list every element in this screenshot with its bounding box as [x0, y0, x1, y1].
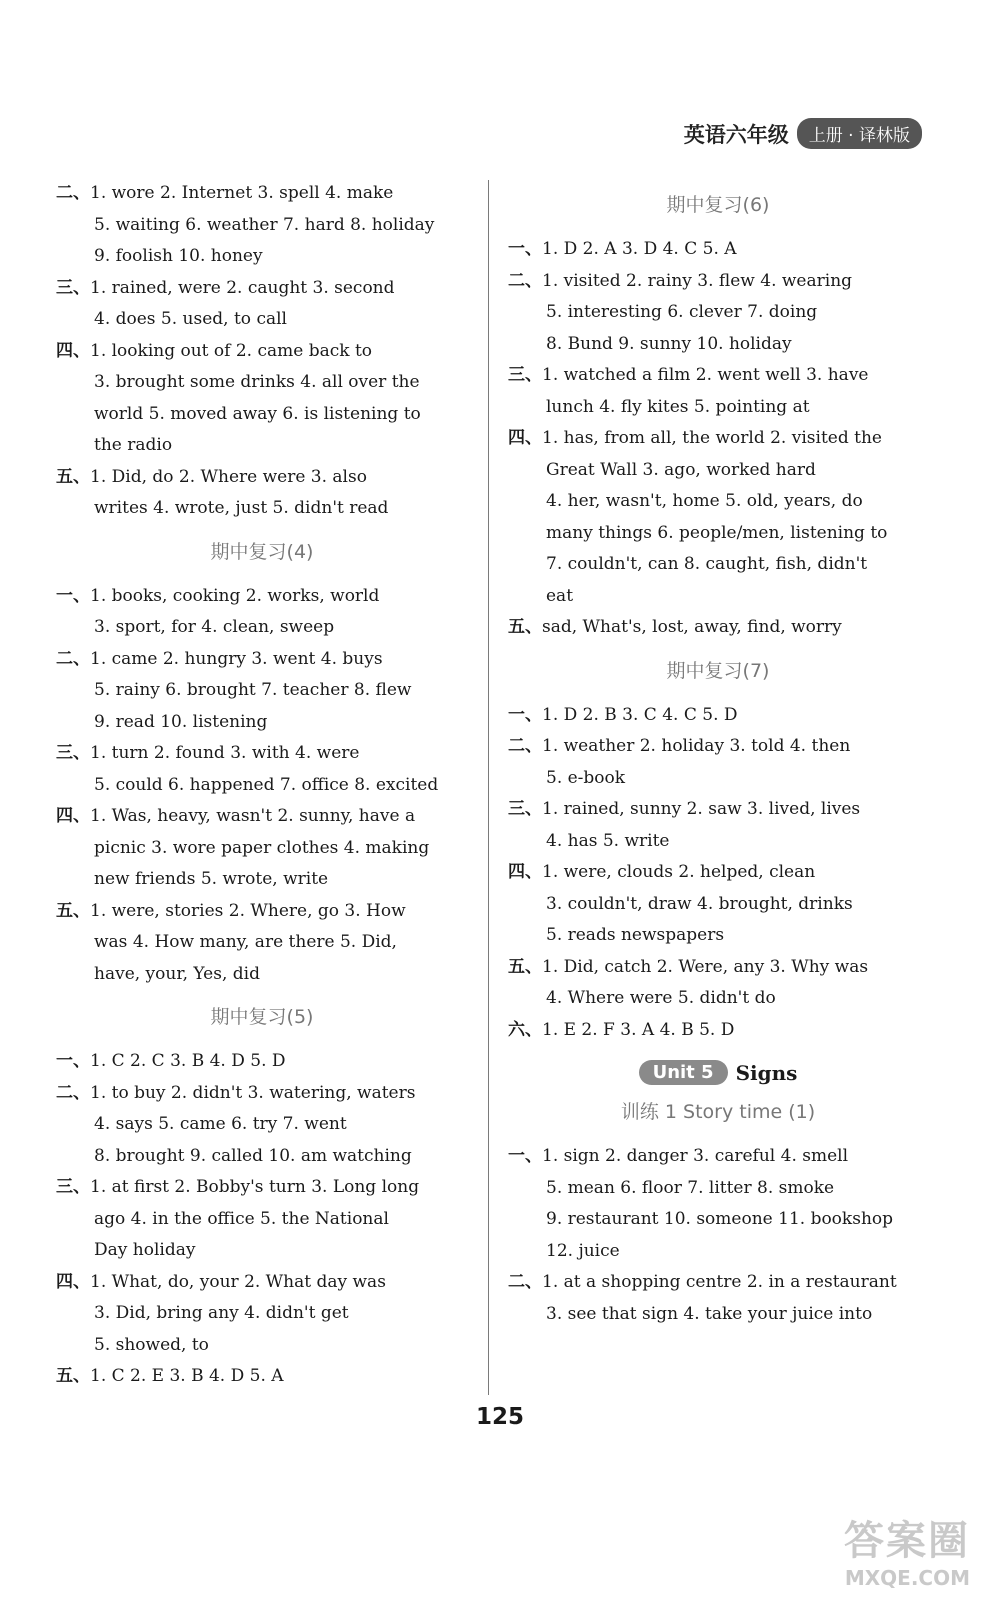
- question-group-label: 一、: [56, 585, 90, 606]
- answer-line: [56, 833, 468, 865]
- answer-text: 1. C 2. C 3. B 4. D 5. D: [90, 1051, 286, 1071]
- answer-text: 1. were, clouds 2. helped, clean: [542, 862, 816, 882]
- answer-text: 3. brought some drinks 4. all over the: [94, 372, 420, 392]
- question-group-label: 四、: [56, 340, 90, 361]
- answer-text: 1. watched a film 2. went well 3. have: [542, 365, 869, 385]
- question-group-label: 六、: [508, 1019, 542, 1040]
- answer-text: 1. has, from all, the world 2. visited the: [542, 428, 882, 448]
- answer-text: 1. D 2. A 3. D 4. C 5. A: [542, 239, 737, 259]
- answer-line: [56, 612, 468, 644]
- question-group-label: 一、: [508, 239, 542, 259]
- question-group-label: 二、: [56, 1082, 90, 1103]
- answer-text: 1. weather 2. holiday 3. told 4. then: [542, 736, 851, 756]
- answer-line: [508, 392, 928, 424]
- answer-text: 7. couldn't, can 8. caught, fish, didn't: [546, 554, 868, 574]
- answer-line: [56, 801, 468, 833]
- page-number: 125: [475, 1404, 524, 1430]
- answer-line: [508, 1015, 928, 1047]
- answer-text: 5. could 6. happened 7. office 8. excited: [94, 774, 439, 795]
- question-group-label: 四、: [56, 806, 90, 826]
- answer-line: [508, 794, 928, 826]
- unit-badge: Unit 5: [639, 1060, 728, 1085]
- answer-line: [56, 1267, 468, 1299]
- answer-text: 8. brought 9. called 10. am watching: [94, 1145, 412, 1166]
- question-group-label: 四、: [508, 428, 542, 448]
- answer-text: 3. couldn't, draw 4. brought, drinks: [546, 893, 853, 914]
- question-group-label: 三、: [508, 365, 542, 385]
- answer-line: [56, 399, 468, 431]
- answer-line: [508, 297, 928, 329]
- question-group-label: 五、: [56, 1366, 90, 1386]
- answer-text: 9. restaurant 10. someone 11. bookshop: [546, 1209, 894, 1229]
- answer-line: [56, 1361, 468, 1393]
- answer-text: 1. wore 2. Internet 3. spell 4. make: [90, 183, 394, 203]
- section-title: 期中复习(6): [666, 194, 770, 216]
- answer-line: [56, 1330, 468, 1362]
- question-group-label: 二、: [508, 1272, 542, 1292]
- answer-text: 1. turn 2. found 3. with 4. were: [90, 743, 360, 763]
- answer-line: [508, 234, 928, 266]
- answer-line: [508, 581, 928, 613]
- answer-text: 1. looking out of 2. came back to: [90, 340, 373, 361]
- answer-line: [56, 1141, 468, 1173]
- question-group-label: 一、: [56, 1051, 90, 1071]
- answer-text: 3. Did, bring any 4. didn't get: [94, 1303, 349, 1323]
- answer-text: 1. came 2. hungry 3. went 4. buys: [90, 648, 383, 669]
- answer-text: 5. waiting 6. weather 7. hard 8. holiday: [94, 214, 435, 235]
- answer-line: [56, 927, 468, 959]
- answer-text: 1. E 2. F 3. A 4. B 5. D: [542, 1019, 735, 1040]
- answer-text: world 5. moved away 6. is listening to: [94, 403, 421, 424]
- answer-text: 9. read 10. listening: [94, 711, 268, 732]
- answer-text: 12. juice: [546, 1240, 620, 1261]
- answer-line: [56, 1046, 468, 1078]
- answer-text: 4. does 5. used, to call: [94, 309, 287, 329]
- right-answer-column: [508, 178, 928, 1330]
- answer-line: [56, 210, 468, 242]
- edition-badge: 上册 · 译林版: [797, 118, 922, 149]
- answer-line: [56, 864, 468, 896]
- answer-line: [508, 1299, 928, 1331]
- answer-line: [508, 920, 928, 952]
- answer-line: [508, 826, 928, 858]
- answer-line: [508, 612, 928, 644]
- question-group-label: 一、: [508, 704, 542, 725]
- question-group-label: 三、: [56, 277, 90, 298]
- question-group-label: 三、: [508, 799, 542, 819]
- answer-line: [508, 1267, 928, 1299]
- answer-text: 4. her, wasn't, home 5. old, years, do: [546, 491, 863, 511]
- answer-text: 1. Was, heavy, wasn't 2. sunny, have a: [90, 806, 416, 826]
- question-group-label: 四、: [56, 1271, 90, 1292]
- answer-line: [56, 462, 468, 494]
- answer-text: 1. Did, do 2. Where were 3. also: [90, 466, 367, 487]
- answer-line: [508, 1236, 928, 1268]
- answer-text: 1. were, stories 2. Where, go 3. How: [90, 900, 406, 921]
- answer-line: [56, 738, 468, 770]
- watermark-logo-text: 答案圈: [844, 1518, 970, 1564]
- answer-text: 1. to buy 2. didn't 3. watering, waters: [90, 1082, 416, 1103]
- answer-line: [508, 266, 928, 298]
- answer-text: ago 4. in the office 5. the National: [94, 1208, 389, 1229]
- answer-text: many things 6. people/men, listening to: [546, 522, 888, 543]
- question-group-label: 五、: [508, 617, 542, 637]
- answer-text: 5. e-book: [546, 767, 626, 788]
- question-group-label: 二、: [56, 648, 90, 669]
- answer-line: [56, 644, 468, 676]
- answer-text: writes 4. wrote, just 5. didn't read: [94, 498, 389, 518]
- answer-text: 3. sport, for 4. clean, sweep: [94, 617, 335, 637]
- answer-line: [56, 1172, 468, 1204]
- question-group-label: 一、: [508, 1146, 542, 1166]
- answer-line: [56, 430, 468, 462]
- answer-text: 1. rained, were 2. caught 3. second: [90, 277, 395, 298]
- answer-line: [508, 549, 928, 581]
- answer-line: [56, 273, 468, 305]
- answer-text: Great Wall 3. ago, worked hard: [546, 459, 816, 480]
- answer-line: [56, 1204, 468, 1236]
- question-group-label: 三、: [56, 743, 90, 763]
- answer-text: 4. Where were 5. didn't do: [546, 988, 776, 1008]
- answer-text: 5. mean 6. floor 7. litter 8. smoke: [546, 1177, 835, 1198]
- answer-text: new friends 5. wrote, write: [94, 869, 329, 889]
- answer-line: [508, 700, 928, 732]
- answer-line: [56, 1078, 468, 1110]
- question-group-label: 三、: [56, 1177, 90, 1197]
- answer-line: [56, 770, 468, 802]
- answer-text: eat: [546, 585, 574, 606]
- book-title: 英语六年级: [683, 122, 789, 147]
- answer-text: 1. at first 2. Bobby's turn 3. Long long: [90, 1177, 420, 1197]
- question-group-label: 二、: [508, 270, 542, 291]
- question-group-label: 五、: [56, 900, 90, 921]
- answer-text: 8. Bund 9. sunny 10. holiday: [546, 333, 792, 354]
- left-answer-column: [56, 178, 468, 1393]
- answer-text: 9. foolish 10. honey: [94, 246, 263, 266]
- watermark-url: MXQE.COM: [844, 1566, 970, 1590]
- answer-line: [56, 367, 468, 399]
- answer-text: have, your, Yes, did: [94, 963, 260, 984]
- answer-text: 4. has 5. write: [546, 830, 670, 851]
- watermark: [844, 1509, 970, 1590]
- answer-text: the radio: [94, 435, 173, 455]
- answer-text: 1. at a shopping centre 2. in a restaurant: [542, 1272, 897, 1292]
- answer-text: 1. C 2. E 3. B 4. D 5. A: [90, 1366, 284, 1386]
- answer-text: 5. rainy 6. brought 7. teacher 8. flew: [94, 680, 412, 700]
- answer-text: 1. Did, catch 2. Were, any 3. Why was: [542, 956, 869, 977]
- answer-text: was 4. How many, are there 5. Did,: [94, 932, 397, 952]
- answer-line: [508, 983, 928, 1015]
- answer-line: [56, 1109, 468, 1141]
- answer-line: [508, 889, 928, 921]
- question-group-label: 五、: [508, 956, 542, 977]
- answer-text: sad, What's, lost, away, find, worry: [542, 617, 842, 637]
- section-title: 期中复习(7): [666, 659, 770, 682]
- answer-line: [56, 896, 468, 928]
- answer-line: [508, 486, 928, 518]
- question-group-label: 二、: [56, 183, 90, 203]
- answer-line: [508, 952, 928, 984]
- unit-name: Signs: [735, 1060, 798, 1085]
- answer-line: [508, 423, 928, 455]
- answer-line: [508, 857, 928, 889]
- page-header: [684, 118, 922, 149]
- answer-text: lunch 4. fly kites 5. pointing at: [546, 396, 810, 417]
- answer-text: 1. visited 2. rainy 3. flew 4. wearing: [542, 270, 853, 291]
- answer-line: [56, 178, 468, 210]
- question-group-label: 四、: [508, 862, 542, 882]
- answer-text: 3. see that sign 4. take your juice into: [546, 1303, 873, 1324]
- section-title: 期中复习(4): [210, 540, 314, 563]
- question-group-label: 五、: [56, 466, 90, 487]
- answer-line: [56, 304, 468, 336]
- answer-text: 1. rained, sunny 2. saw 3. lived, lives: [542, 799, 861, 819]
- answer-line: [56, 336, 468, 368]
- answer-line: [508, 763, 928, 795]
- answer-line: [508, 455, 928, 487]
- answer-text: 1. D 2. B 3. C 4. C 5. D: [542, 704, 738, 725]
- answer-text: 1. sign 2. danger 3. careful 4. smell: [542, 1146, 849, 1166]
- answer-line: [508, 518, 928, 550]
- question-group-label: 二、: [508, 736, 542, 756]
- answer-line: [508, 1173, 928, 1205]
- section-title: 训练 1 Story time (1): [620, 1101, 816, 1123]
- answer-line: [508, 329, 928, 361]
- answer-text: 4. says 5. came 6. try 7. went: [94, 1114, 347, 1134]
- answer-line: [508, 1141, 928, 1173]
- answer-text: 5. showed, to: [94, 1334, 209, 1355]
- answer-text: 5. interesting 6. clever 7. doing: [546, 302, 818, 322]
- answer-line: [56, 493, 468, 525]
- answer-text: 5. reads newspapers: [546, 925, 725, 945]
- answer-line: [56, 581, 468, 613]
- answer-text: 1. What, do, your 2. What day was: [90, 1271, 386, 1292]
- section-title: 期中复习(5): [210, 1006, 314, 1028]
- answer-text: Day holiday: [94, 1240, 196, 1260]
- answer-line: [56, 1298, 468, 1330]
- answer-line: [508, 731, 928, 763]
- answer-text: 1. books, cooking 2. works, world: [90, 585, 380, 606]
- answer-line: [56, 1235, 468, 1267]
- answer-line: [56, 675, 468, 707]
- answer-line: [508, 1204, 928, 1236]
- answer-line: [56, 959, 468, 991]
- unit-heading: [508, 1060, 928, 1085]
- answer-line: [508, 360, 928, 392]
- answer-text: picnic 3. wore paper clothes 4. making: [94, 837, 430, 858]
- answer-line: [56, 241, 468, 273]
- answer-line: [56, 707, 468, 739]
- column-divider: [488, 180, 489, 1395]
